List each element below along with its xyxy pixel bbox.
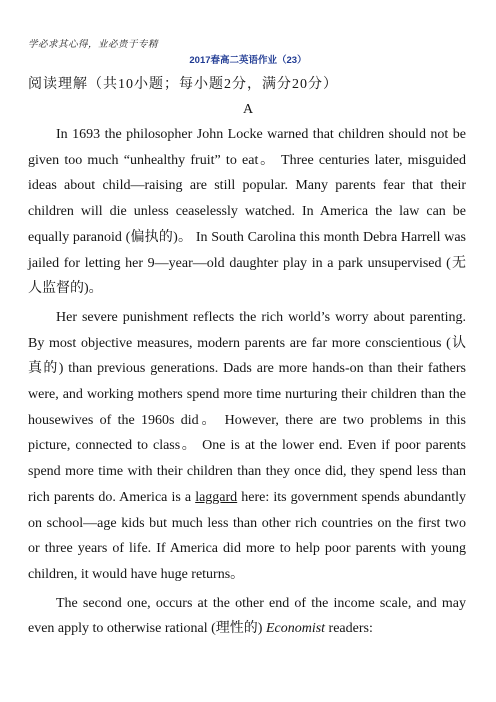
homework-title: 2017春高二英语作业（23）: [189, 55, 307, 66]
paragraph-1: In 1693 the philosopher John Locke warned that children should not be given too much “unhealthy fruit” to eat。 Three centuries later, misguided ideas about child—raising are still popular. Many parents fear that their children will die unless ceaselessly watched. In America the law can be equally paranoid (偏执的)。 In South Carolina this month Debra Harrell was jailed for letting her 9—year—old daughter play in a park unsupervised (无人监督的)。: [28, 127, 466, 297]
section-heading: 阅读理解（共10小题；每小题2分，满分20分）: [28, 77, 338, 92]
underlined-word: laggard: [195, 489, 238, 505]
passage-body: [28, 122, 466, 642]
passage-letter: A: [242, 102, 254, 117]
paragraph-3: [28, 591, 466, 642]
paragraph-2-text-b: here: its government spends abundantly on school—age kids but much less than other rich countries on the first two or three years of life. If America did more to help poor parents with young children, it would have huge returns。: [28, 489, 466, 582]
header-motto: 学必求其心得，业必贵于专精: [28, 40, 159, 50]
paragraph-3-text-a: The second one, occurs at the other end of the income scale, and may even apply to otherwise rational (理性的): [28, 595, 466, 637]
paragraph-2: [28, 305, 466, 588]
paragraph-2-text-a: Her severe punishment reflects the rich world’s worry about parenting. By most objective measures, modern parents are far more conscientious (认真的) than previous generations. Dads are more hands-on than their fathers were, and working mothers spend more time nurturing their children than the housewives of the 1960s did。 However, there are two problems in this picture, connected to class。 One is at the lower end. Even if poor parents spend more time with their children than they once did, they spend less than rich parents do. America is a: [28, 309, 466, 505]
paragraph-3-text-b: readers:: [325, 621, 373, 637]
publication-name: Economist: [265, 621, 326, 637]
